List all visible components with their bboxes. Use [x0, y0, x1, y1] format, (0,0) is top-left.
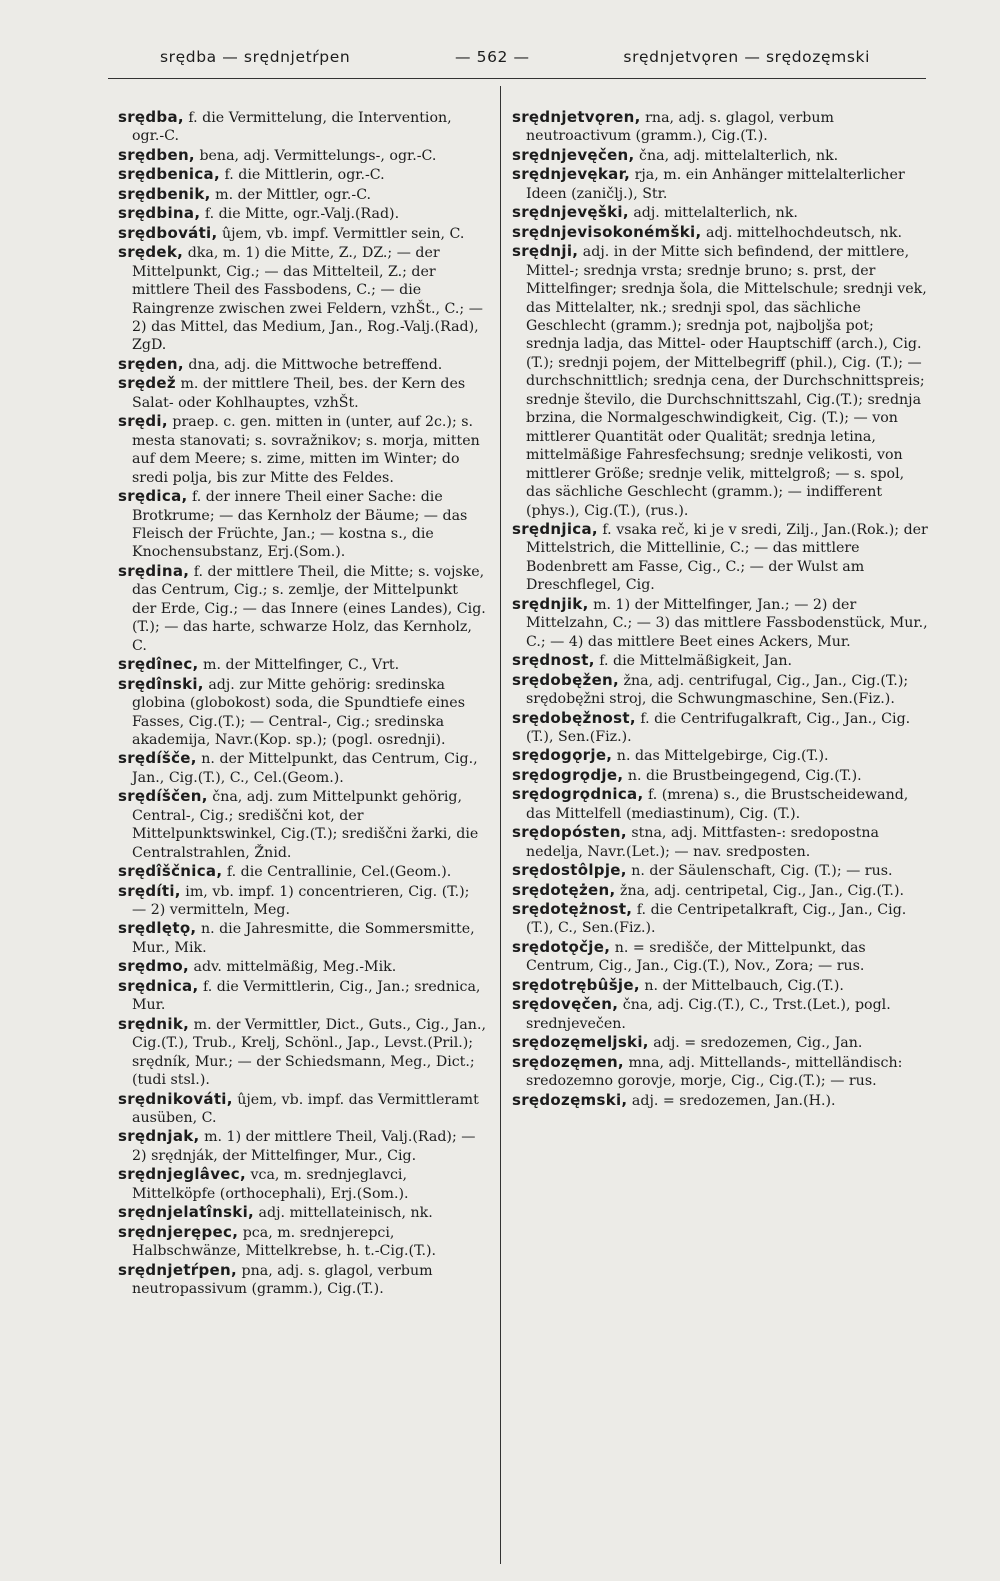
entry-headword: srędmo,: [118, 957, 189, 976]
dictionary-entry: [118, 412, 486, 487]
entry-definition: čna, adj. Cig.(T.), C., Trst.(Let.), pogl. srednjevečen.: [526, 997, 891, 1032]
entry-definition: f. die Mittelmäßigkeit, Jan.: [594, 653, 792, 670]
entry-headword: srędnjevęški,: [512, 203, 629, 222]
entry-definition: adj. mittelhochdeutsch, nk.: [701, 224, 903, 241]
dictionary-entry: [118, 108, 486, 146]
entry-headword: srędnjik,: [512, 594, 589, 613]
entry-definition: adj. = sredozemen, Cig., Jan.: [648, 1035, 863, 1052]
entry-definition: n. der Mittelbauch, Cig.(T.).: [639, 977, 844, 994]
entry-headword: srędobęžen,: [512, 670, 620, 689]
entry-headword: srędbenica,: [118, 165, 220, 184]
entry-definition: f. die Vermittelung, die Intervention, ogr.-C.: [132, 110, 452, 145]
right-column: [512, 108, 928, 1110]
dictionary-entry: [118, 146, 486, 165]
entry-definition: f. die Mittlerin, ogr.-C.: [219, 167, 385, 184]
entry-headword: srędíti,: [118, 881, 181, 900]
dictionary-entry: [118, 919, 486, 957]
dictionary-entry: [512, 520, 928, 595]
dictionary-entry: [512, 651, 928, 670]
entry-headword: srędbina,: [118, 204, 201, 223]
entry-headword: srędnjevisokonémški,: [512, 222, 702, 241]
entry-definition: n. die Jahresmitte, die Sommersmitte, Mur., Mik.: [132, 921, 475, 956]
dictionary-entry: [118, 1203, 486, 1222]
entry-definition: rja, m. ein Anhänger mittelalterlicher Ideen (zaničlj.), Str.: [526, 167, 905, 202]
dictionary-entry: [512, 1033, 928, 1052]
entry-headword: srędnji,: [512, 242, 579, 261]
entry-headword: srędba,: [118, 108, 184, 126]
entry-headword: srędotężnost,: [512, 900, 633, 919]
entry-definition: f. die Centrifugalkraft, Cig., Jan., Cig.(T.), Sen.(Fiz.).: [526, 710, 911, 745]
entry-headword: srędostôlpje,: [512, 861, 627, 880]
dictionary-entry: [512, 766, 928, 785]
entry-definition: n. die Brustbeingegend, Cig.(T.).: [623, 767, 862, 784]
left-column: [118, 108, 486, 1299]
entry-headword: srędnikováti,: [118, 1089, 233, 1108]
entry-headword: srędnjetŕpen,: [118, 1260, 237, 1279]
entry-headword: srędica,: [118, 487, 188, 506]
dictionary-entry: [118, 562, 486, 655]
entry-definition: f. die Vermittlerin, Cig., Jan.; srednica, Mur.: [132, 978, 481, 1014]
dictionary-entry: [118, 204, 486, 223]
header-right-guideword: srędnjetvǫren — srędozęmski: [623, 48, 870, 66]
entry-headword: srędnjevęčen,: [512, 145, 635, 164]
entry-definition: f. die Centrallinie, Cel.(Geom.).: [222, 864, 452, 881]
dictionary-entry: [512, 861, 928, 880]
dictionary-entry: [118, 355, 486, 374]
entry-headword: srędnjetvǫren,: [512, 108, 641, 126]
dictionary-entry: [512, 823, 928, 861]
dictionary-entry: [118, 977, 486, 1015]
entry-definition: pna, adj. s. glagol, verbum neutropassivum (gramm.), Cig.(T.).: [132, 1262, 433, 1298]
header-left-guideword: srędba — srędnjetŕpen: [160, 48, 351, 66]
dictionary-entry: [118, 374, 486, 412]
entry-definition: f. (mrena) s., die Brustscheidewand, das Mittelfell (mediastinum), Cig. (T.).: [526, 787, 909, 822]
entry-definition: f. der mittlere Theil, die Mitte; s. vojske, das Centrum, Cig.; s. zemlje, der Mittelpunkt der Erde, Cig.; — das Innere (eines Landes), Cig. (T.); — das harte, schwarze Holz, das Kernholz, C.: [132, 563, 486, 654]
entry-headword: srędnica,: [118, 976, 199, 995]
page-header: [150, 48, 870, 74]
dictionary-entry: [118, 243, 486, 355]
entry-definition: vca, m. srednjeglavci, Mittelköpfe (orthocephali), Erj.(Som.).: [132, 1167, 409, 1202]
entry-headword: srędnjelatînski,: [118, 1203, 255, 1222]
column-divider: [500, 86, 501, 1564]
page-number: — 562 —: [455, 48, 530, 66]
entry-headword: srędíšče,: [118, 749, 197, 768]
dictionary-entry: [118, 1223, 486, 1261]
dictionary-entry: [118, 165, 486, 184]
entry-headword: srędež: [118, 374, 176, 393]
entry-headword: srędnjerępec,: [118, 1222, 239, 1241]
entry-definition: n. der Mittelpunkt, das Centrum, Cig., Jan., Cig.(T.), C., Cel.(Geom.).: [132, 751, 478, 786]
entry-headword: srędozęmeljski,: [512, 1033, 649, 1052]
entry-headword: srędozęmski,: [512, 1090, 628, 1109]
entry-headword: srędina,: [118, 561, 190, 580]
dictionary-entry: [118, 224, 486, 243]
entry-headword: srędopósten,: [512, 823, 627, 842]
entry-headword: srędnost,: [512, 651, 595, 670]
dictionary-entry: [512, 595, 928, 651]
dictionary-entry: [118, 185, 486, 204]
entry-headword: srędnjica,: [512, 519, 598, 538]
dictionary-entry: [512, 146, 928, 165]
entry-definition: mna, adj. Mittellands-, mittelländisch: sredozemno gorovje, morje, Cig., Cig.(T.); — rus.: [526, 1054, 903, 1090]
entry-definition: f. der innere Theil einer Sache: die Brotkrume; — das Kernholz der Bäume; — das Fleisch der Früchte, Jan.; — kostna s., die Knochensubstanz, Erj.(Som.).: [132, 489, 468, 561]
dictionary-entry: [118, 655, 486, 674]
dictionary-entry: [118, 957, 486, 976]
entry-headword: srędîščnica,: [118, 862, 223, 881]
entry-definition: praep. c. gen. mitten in (unter, auf 2c.); s. mesta stanovati; s. sovražnikov; s. morja, mitten auf dem Meere; s. zime, mitten im Winter; do sredi polja, bis zur Mitte des Feldes.: [132, 414, 480, 486]
entry-headword: sręden,: [118, 354, 184, 373]
entry-definition: adj. zur Mitte gehörig: sredinska globina (globokost) soda, die Spundtiefe eines Fasses, Cig.(T.); — Central-, Cig.; sredinska akademija, Navr.(Kop. sp.); (pogl. osrednji).: [132, 676, 465, 748]
entry-definition: bena, adj. Vermittelungs-, ogr.-C.: [194, 147, 437, 164]
entry-definition: čna, adj. zum Mittelpunkt gehörig, Central-, Cig.; središčni kot, der Mittelpunktswinkel, Cig.(T.); središčni žarki, die Centralstrahlen, Žnid.: [132, 789, 479, 861]
entry-definition: ûjem, vb. impf. das Vermittleramt ausüben, C.: [132, 1091, 479, 1127]
dictionary-entry: [118, 1165, 486, 1203]
entry-definition: čna, adj. mittelalterlich, nk.: [634, 147, 839, 164]
entry-headword: srędek,: [118, 243, 184, 262]
entry-definition: m. der Vermittler, Dict., Guts., Cig., Jan., Cig.(T.), Trub., Krelj, Schönl., Jap., Levst.(Pril.); srędník, Mur.; — der Schiedsmann, Meg., Dict.; (tudi stsl.).: [132, 1016, 486, 1089]
entry-definition: adj. mittellateinisch, nk.: [254, 1205, 433, 1222]
dictionary-entry: [118, 1090, 486, 1128]
dictionary-entry: [512, 976, 928, 995]
entry-headword: srędozęmen,: [512, 1052, 624, 1071]
entry-definition: adv. mittelmäßig, Meg.-Mik.: [188, 959, 397, 976]
dictionary-entry: [118, 862, 486, 881]
entry-definition: pca, m. srednjerepci, Halbschwänze, Mittelkrebse, h. t.-Cig.(T.).: [132, 1224, 437, 1260]
entry-headword: srędotężen,: [512, 880, 616, 899]
entry-definition: žna, adj. centrifugal, Cig., Jan., Cig.(T.); srędobęžni stroj, die Schwungmaschine, Sen.(Fiz.).: [526, 672, 909, 708]
entry-headword: srędnik,: [118, 1014, 190, 1033]
header-rule: [108, 78, 926, 79]
entry-definition: m. der Mittelfinger, C., Vrt.: [198, 657, 400, 674]
entry-definition: f. vsaka reč, ki je v sredi, Zilj., Jan.(Rok.); der Mittelstrich, die Mittellinie, C.; — das mittlere Bodenbrett am Fasse, Cig., C.; — der Wulst am Dreschflegel, Cig.: [526, 521, 928, 594]
entry-definition: stna, adj. Mittfasten-: sredopostna nedelja, Navr.(Let.); — nav. sredposten.: [526, 825, 879, 860]
entry-definition: m. der Mittler, ogr.-C.: [210, 186, 372, 203]
dictionary-entry: [512, 671, 928, 709]
entry-headword: srędnjak,: [118, 1127, 200, 1146]
entry-definition: dna, adj. die Mittwoche betreffend.: [183, 356, 443, 373]
entry-definition: m. 1) der Mittelfinger, Jan.; — 2) der Mittelzahn, C.; — 3) das mittlere Fassbodenstück, Mur., C.; — 4) das mittlere Beet eines Ackers, Mur.: [526, 596, 928, 650]
entry-headword: srędbenik,: [118, 184, 211, 203]
dictionary-entry: [512, 223, 928, 242]
entry-headword: srędben,: [118, 145, 195, 164]
entry-definition: f. die Centripetalkraft, Cig., Jan., Cig.(T.), C., Sen.(Fiz.).: [526, 902, 907, 937]
entry-headword: srędi,: [118, 412, 168, 431]
entry-headword: srędíščen,: [118, 787, 208, 806]
entry-definition: im, vb. impf. 1) concentrieren, Cig. (T.); — 2) vermitteln, Meg.: [132, 883, 470, 919]
entry-definition: rna, adj. s. glagol, verbum neutroactivum (gramm.), Cig.(T.).: [526, 110, 834, 145]
dictionary-entry: [512, 995, 928, 1033]
entry-headword: srędogǫrje,: [512, 746, 613, 765]
dictionary-entry: [512, 165, 928, 203]
entry-definition: dka, m. 1) die Mitte, Z., DZ.; — der Mittelpunkt, Cig.; — das Mittelteil, Z.; der mittlere Theil des Fassbodens, C.; — die Raingrenze zwischen zwei Feldern, vzhŠt., C.; — 2) das Mittel, das Medium, Jan., Rog.-Valj.(Rad), ZgD.: [132, 245, 483, 354]
dictionary-entry: [512, 746, 928, 765]
entry-headword: srędobęžnost,: [512, 708, 636, 727]
dictionary-entry: [512, 881, 928, 900]
entry-headword: srędînec,: [118, 655, 199, 674]
entry-definition: m. 1) der mittlere Theil, Valj.(Rad); — 2) srędnják, der Mittelfinger, Mur., Cig.: [132, 1129, 476, 1164]
entry-headword: srędînski,: [118, 674, 204, 693]
entry-headword: srędogrǫdnica,: [512, 785, 644, 804]
entry-headword: srędnjeglâvec,: [118, 1165, 246, 1184]
dictionary-entry: [118, 749, 486, 787]
entry-definition: f. die Mitte, ogr.-Valj.(Rad).: [200, 206, 400, 223]
dictionary-entry: [512, 900, 928, 938]
dictionary-entry: [512, 709, 928, 747]
entry-headword: srędlętǫ,: [118, 919, 197, 938]
entry-definition: adj. in der Mitte sich befindend, der mittlere, Mittel-; srednja vrsta; srednje bruno; s. prst, der Mittelfinger; srednja šola, die Mittelschule; srednji vek, das Mittelalter, nk.; srednji spol, das sächliche Geschlecht (gramm.); srednja pot, najboljša pot; srednja ladja, das Mittel- oder Hauptschiff (arch.), Cig.(T.); srednji pojem, der Mittelbegriff (phil.), Cig. (T.); — durchschnittlich; srednja cena, der Durchschnittspreis; srednje število, die Durchschnittszahl, Cig.(T.); srednja brzina, die Normalgeschwindigkeit, Cig. (T.); — von mittlerer Quantität oder Qualität; srednja letina, mittelmäßige Fahresfechsung; srednje velikosti, von mittlerer Größe; srednje velik, mittelgroß; — s. spol, das sächliche Geschlecht (gramm.); — indifferent (phys.), Cig.(T.), (rus.).: [526, 244, 927, 519]
entry-definition: adj. mittelalterlich, nk.: [628, 205, 798, 222]
entry-definition: n. das Mittelgebirge, Cig.(T.).: [612, 748, 829, 765]
entry-headword: srędovęčen,: [512, 995, 619, 1014]
entry-headword: srędbováti,: [118, 223, 218, 242]
dictionary-entry: [512, 1091, 928, 1110]
dictionary-entry: [118, 1015, 486, 1090]
dictionary-entry: [512, 108, 928, 146]
entry-definition: n. der Säulenschaft, Cig. (T.); — rus.: [626, 863, 893, 880]
entry-definition: žna, adj. centripetal, Cig., Jan., Cig.(T.).: [615, 882, 904, 899]
dictionary-entry: [118, 487, 486, 562]
entry-headword: srędogrǫdje,: [512, 765, 624, 784]
entry-headword: srędnjevękar,: [512, 165, 631, 184]
entry-definition: ûjem, vb. impf. Vermittler sein, C.: [217, 225, 465, 242]
entry-definition: adj. = sredozemen, Jan.(H.).: [627, 1092, 836, 1109]
entry-definition: m. der mittlere Theil, bes. der Kern des Salat- oder Kohlhauptes, vzhŠt.: [132, 376, 466, 411]
dictionary-entry: [512, 242, 928, 520]
entry-headword: srędotǫčje,: [512, 937, 611, 956]
dictionary-entry: [512, 203, 928, 222]
dictionary-entry: [118, 675, 486, 750]
dictionary-entry: [512, 938, 928, 976]
dictionary-entry: [512, 1053, 928, 1091]
dictionary-entry: [118, 882, 486, 920]
dictionary-entry: [118, 1261, 486, 1299]
entry-headword: srędotrębûšje,: [512, 975, 640, 994]
dictionary-entry: [512, 785, 928, 823]
entry-definition: n. = središče, der Mittelpunkt, das Centrum, Cig., Jan., Cig.(T.), Nov., Zora; — rus.: [526, 939, 866, 975]
dictionary-entry: [118, 1127, 486, 1165]
dictionary-entry: [118, 787, 486, 862]
